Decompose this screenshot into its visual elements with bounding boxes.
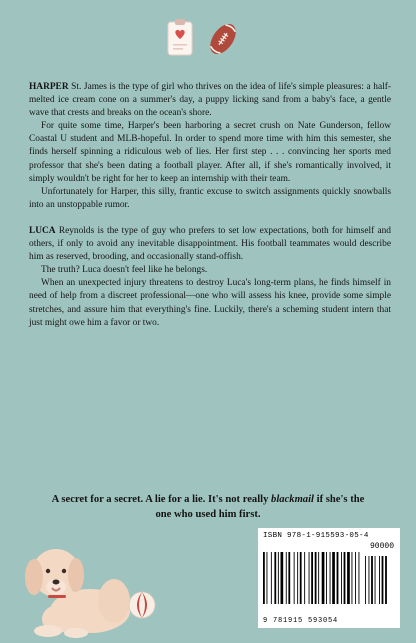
barcode-bar	[271, 552, 272, 604]
luca-paragraph-1: LUCA Reynolds is the type of guy who prefers to set low expectations, both for himself and others, if only to avoid any inevitable disappointment. His football teammates would describe him as reserved, brooding, and occasionally stand-offish.	[29, 225, 391, 263]
harper-name: HARPER	[29, 82, 69, 92]
barcode-bar	[359, 552, 360, 604]
isbn-barcode	[258, 528, 400, 628]
barcode-bar	[315, 552, 317, 604]
barcode-bar	[337, 552, 339, 604]
dog-illustration	[18, 531, 136, 639]
clipboard-heart-icon	[166, 17, 194, 57]
barcode-bar	[326, 552, 327, 604]
isbn-label: ISBN 978-1-915593-05-4	[263, 532, 369, 540]
barcode-bar	[344, 552, 346, 604]
harper-paragraph-3: Unfortunately for Harper, this silly, frantic excuse to switch assignments quickly snowballs into an unstoppable rumor.	[29, 186, 391, 210]
luca-paragraph-2: The truth? Luca doesn't feel like he belongs.	[41, 265, 208, 276]
barcode-bar	[318, 552, 319, 604]
football-icon	[206, 20, 240, 58]
barcode-bar	[281, 552, 284, 604]
price-addon: 90000	[369, 542, 394, 551]
barcode-bar	[297, 552, 298, 604]
barcode-bar	[322, 552, 325, 604]
barcode-bar	[267, 552, 268, 604]
barcode-bar	[286, 552, 287, 604]
barcode-bar	[332, 552, 335, 604]
barcode-addon-bar	[385, 556, 387, 604]
tagline-emphasis: blackmail	[271, 494, 314, 505]
barcode-addon-bar	[365, 556, 366, 604]
barcode-bar	[294, 552, 295, 604]
barcode-bars	[263, 552, 393, 612]
barcode-bar	[355, 552, 356, 604]
barcode-digits: 9 781915 593054	[263, 617, 339, 625]
barcode-bar	[300, 552, 302, 604]
barcode-addon-bar	[371, 556, 373, 604]
luca-paragraph-3: When an unexpected injury threatens to destroy Luca's long-term plans, he finds himself in need of help from a discreet professional—one who will assess his knee, provide some simple stretches, and assure him that everything's fine. Luckily, there's a scheming student intern that just might owe him a favor or two.	[29, 278, 391, 328]
barcode-bar	[278, 552, 279, 604]
harper-paragraph-2: For quite some time, Harper's been harboring a secret crush on Nate Gunderson, fellow Coastal U student and MLB-hopeful. In order to spend more time with him this semester, she finds herself spinning a ridiculous web of lies. Her first step . . . convincing her sports med professor that she's been dating a football player. After all, if she's romantically involved, it simply wouldn't be right for her to keep an internship with their team.	[29, 121, 391, 184]
barcode-bar	[330, 552, 331, 604]
barcode-bar	[263, 552, 265, 604]
barcode-addon-bar	[382, 556, 384, 604]
luca-name: LUCA	[29, 225, 56, 236]
barcode-addon-bar	[375, 556, 376, 604]
harper-paragraph-1: HARPER St. James is the type of girl who thrives on the idea of life's simple pleasures: a half-melted ice cream cone on a summer's day, a puppy licking sand from a baby's face, a gentle wave that crests and breaks on the ocean's shore.	[29, 82, 391, 119]
tagline: A secret for a secret. A lie for a lie. It's not really blackmail if she's the one who used him first.	[51, 494, 365, 520]
barcode-bar	[352, 552, 353, 604]
barcode-bar	[304, 552, 305, 604]
barcode-bar	[274, 552, 276, 604]
barcode-bar	[309, 552, 310, 604]
barcode-bar	[288, 552, 290, 604]
barcode-bar	[311, 552, 313, 604]
synopsis	[29, 81, 391, 330]
barcode-addon-bar	[369, 556, 370, 604]
barcode-bar	[341, 552, 342, 604]
beach-ball-icon	[127, 590, 157, 620]
barcode-addon-bar	[379, 556, 380, 604]
barcode-bar	[347, 552, 350, 604]
